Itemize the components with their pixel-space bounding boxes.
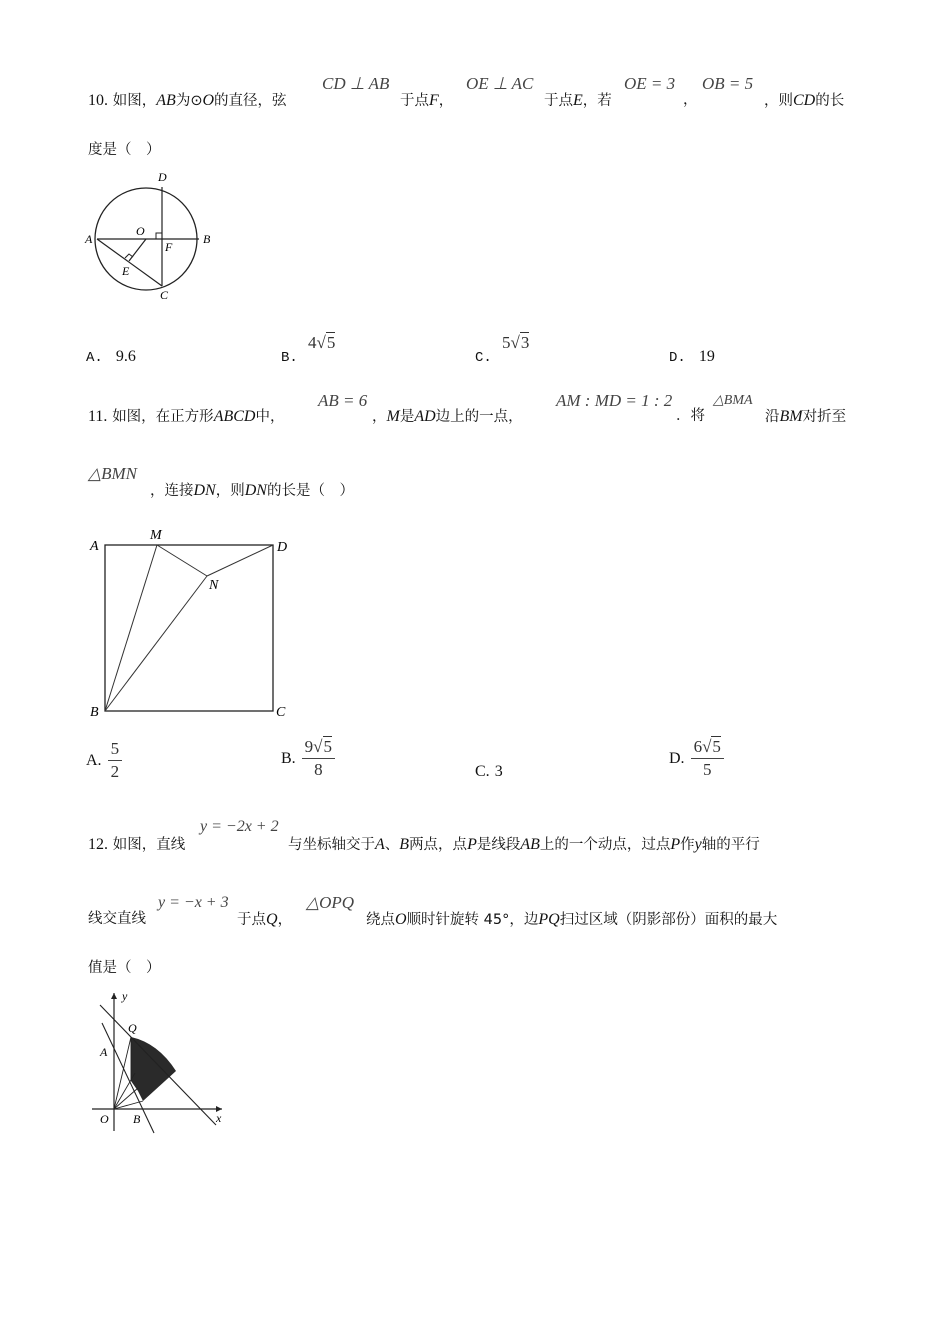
q12-line1a: 12. 如图，直线 (88, 836, 186, 853)
math-oe-eq-3: OE = 3 (624, 74, 676, 93)
q11-square-figure (80, 515, 310, 725)
math-ab-eq-6: AB = 6 (318, 391, 368, 410)
q10-line2: 度是（ ） (88, 142, 161, 158)
q10-option-c-value: 5√3 (502, 333, 530, 352)
math-tri-bma: △BMA (713, 393, 753, 408)
math-ob-eq-5: OB = 5 (702, 74, 754, 93)
q12-line2-start: 线交直线 (88, 911, 146, 927)
q10-option-b-value: 4√5 (308, 333, 336, 352)
math-tri-bmn: △BMN (88, 464, 137, 483)
q11-line1c: 沿BM对折至 (765, 408, 847, 425)
math-line-2: y = −x + 3 (158, 894, 229, 911)
svg-text:O: O (100, 1112, 109, 1126)
q12-line3: 值是（ ） (88, 960, 161, 976)
svg-text:N: N (209, 578, 219, 593)
q10-seg2: 于点F， (400, 92, 454, 109)
q12-line1b: 与坐标轴交于A、B两点，点P是线段AB上的一个动点，过点P作y轴的平行 (288, 836, 760, 853)
q10-circle-figure (80, 165, 240, 305)
q12-line2b: 于点Q， (237, 911, 293, 928)
q11-line1b: ，M是AD边上的一点， (372, 408, 523, 425)
math-cd-perp-ab: CD ⊥ AB (322, 74, 390, 93)
math-tri-opq: △OPQ (306, 893, 355, 912)
svg-text:A: A (100, 1045, 108, 1059)
svg-text:C: C (276, 705, 286, 720)
q10-seg4: ，则CD的长 (764, 92, 845, 109)
q10-line1: 10. 如图，AB为⊙O的直径，弦 (88, 92, 287, 109)
svg-text:x: x (216, 1111, 222, 1125)
math-line-1: y = −2x + 2 (200, 818, 279, 835)
q11-option-a[interactable]: A. $\frac{5}{2}$ (86, 740, 122, 781)
svg-text:B: B (90, 705, 99, 720)
svg-text:Q: Q (128, 1021, 137, 1035)
q10-option-a[interactable]: A. 9.6 (86, 348, 136, 366)
q10-option-c[interactable]: C. (475, 350, 492, 366)
svg-text:M: M (150, 528, 162, 543)
svg-text:F: F (165, 240, 173, 254)
q11-option-d[interactable]: D. $\frac{6√5}{5}$ (669, 738, 724, 779)
comma: ， (683, 92, 698, 108)
q11-option-c[interactable]: C. 3 (475, 763, 503, 780)
svg-text:A: A (90, 539, 99, 554)
math-oe-perp-ac: OE ⊥ AC (466, 74, 534, 93)
q10-option-d[interactable]: D. 19 (669, 348, 715, 366)
q11-option-b[interactable]: B. $\frac{9√5}{8}$ (281, 738, 335, 779)
svg-text:B: B (203, 232, 211, 246)
svg-text:D: D (158, 170, 167, 184)
q11-line2: ，连接DN，则DN的长是（ ） (150, 482, 354, 499)
q10-option-b[interactable]: B. (281, 350, 298, 366)
svg-text:y: y (122, 989, 128, 1003)
q12-coordinate-figure (80, 985, 240, 1135)
svg-text:A: A (85, 232, 93, 246)
svg-text:O: O (136, 224, 145, 238)
q10-seg3: 于点E，若 (544, 92, 612, 109)
q12-line2c: 绕点O顺时针旋转 45°，边PQ扫过区域（阴影部份）面积的最大 (366, 911, 778, 928)
q11-jiang: ．将 (676, 408, 705, 424)
svg-text:E: E (122, 264, 130, 278)
math-ratio: AM : MD = 1 : 2 (556, 391, 673, 410)
svg-text:B: B (133, 1112, 141, 1126)
svg-text:D: D (277, 540, 288, 555)
svg-text:C: C (160, 288, 169, 302)
q11-line1a: 11. 如图，在正方形ABCD中， (88, 408, 285, 425)
